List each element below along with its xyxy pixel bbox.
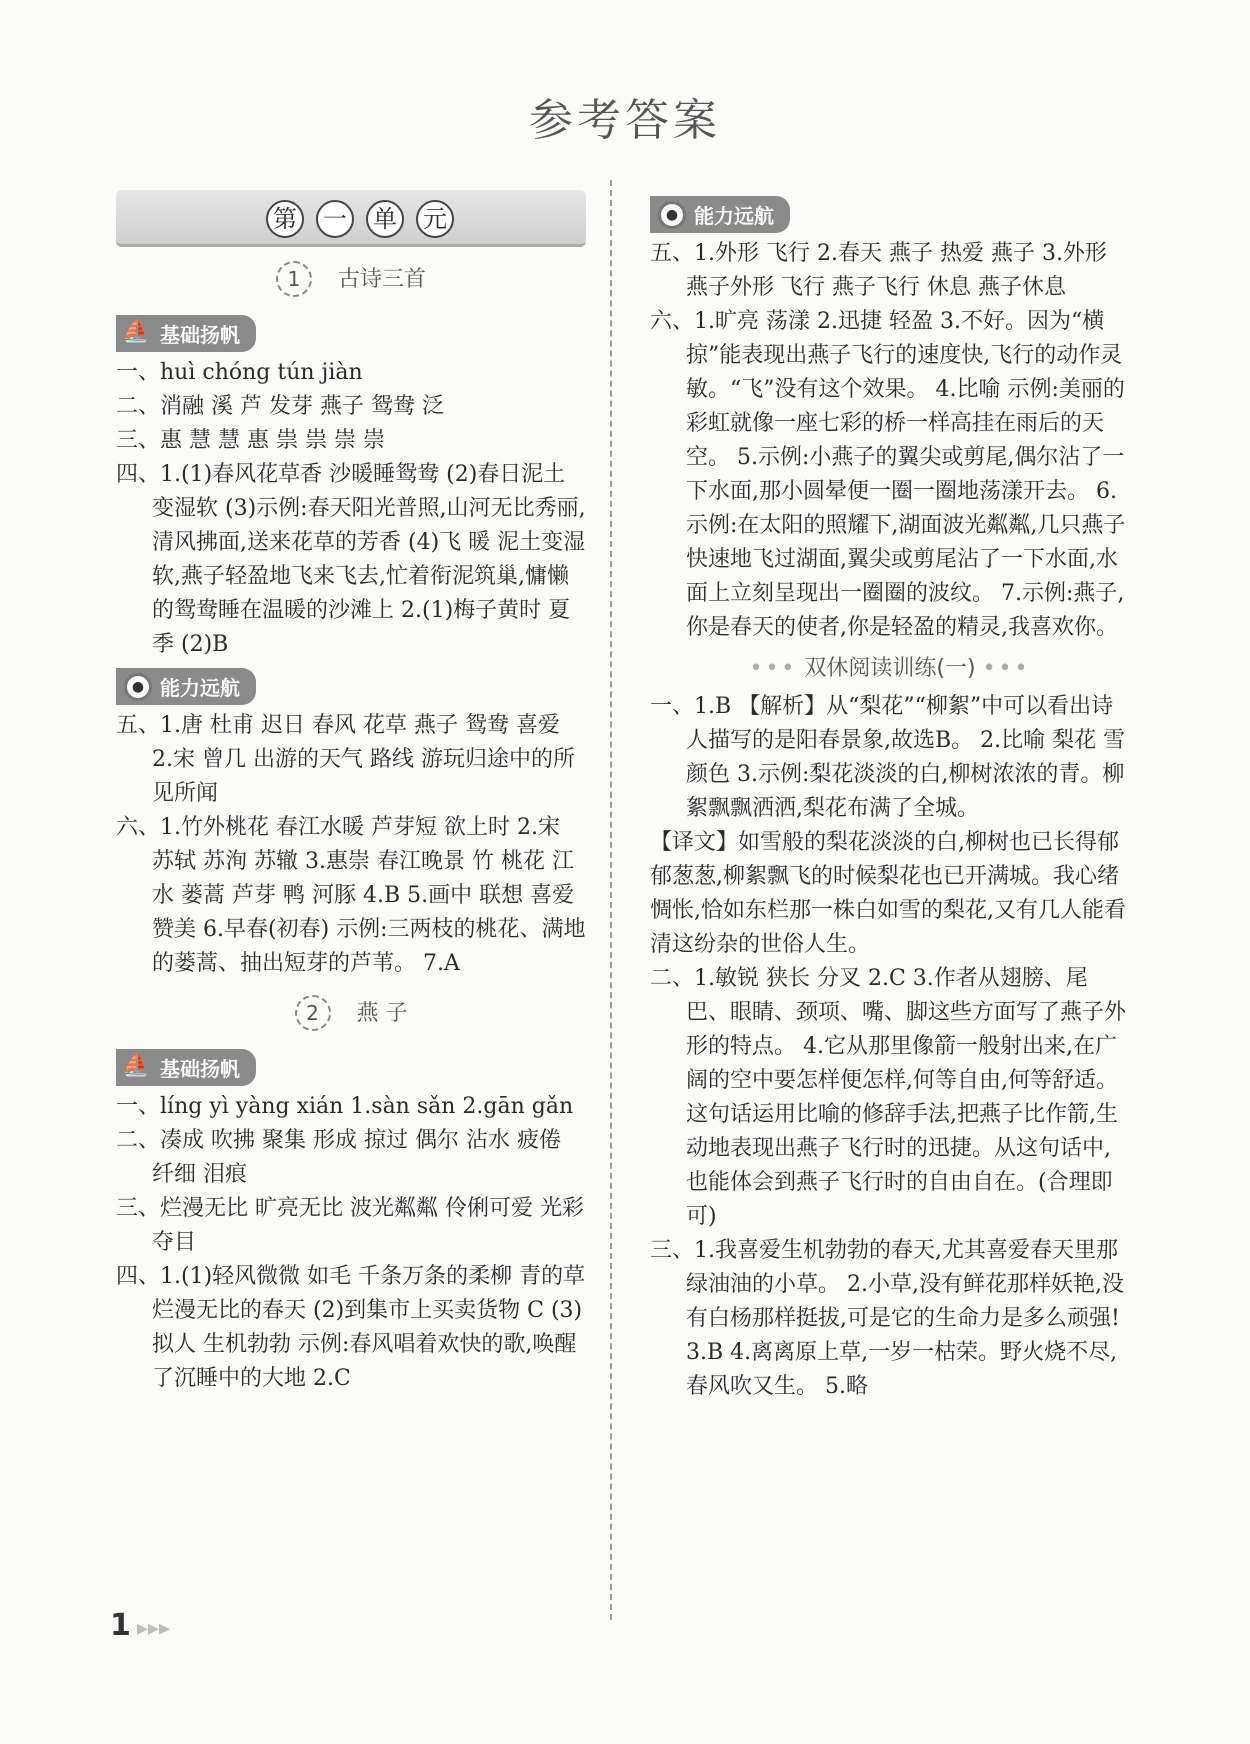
lesson-heading [116,261,586,297]
unit-banner [116,190,586,247]
answer-line: 四、1.(1)轻风微微 如毛 千条万条的柔柳 青的草 烂漫无比的春天 (2)到集市上买卖货物 C (3)拟人 生机勃勃 示例:春风唱着欢快的歌,唤醒了沉睡中的大地 2.C [116,1264,586,1391]
answer-line: 三、1.我喜爱生机勃勃的春天,尤其喜爱春天里那绿油油的小草。 2.小草,没有鲜花那样妖艳,没有白杨那样挺拔,可是它的生命力是多么顽强! 3.B 4.离离原上草,一岁一枯荣。野火烧不尽,春风吹又生。 5.略 [650,1238,1124,1399]
lesson-title: 古诗三首 [337,267,426,292]
tag-label: 能力远航 [694,204,774,228]
section-tag-basic [116,315,256,352]
answer-line: 六、1.竹外桃花 春江水暖 芦芽短 欲上时 2.宋 苏轼 苏洵 苏辙 3.惠崇 春江晚景 竹 桃花 江水 蒌蒿 芦芽 鸭 河豚 4.B 5.画中 联想 喜爱 赞美 6.早春(初春) 示例:三两枝的桃花、满地的蒌蒿、抽出短芽的芦苇。 7.A [116,815,586,976]
page-number [110,1608,170,1643]
unit-char: 单 [366,200,404,238]
unit-char: 一 [316,200,354,238]
reading-heading [650,651,1130,682]
lesson-title: 燕 子 [356,1001,408,1026]
sailboat-icon: ⛵ [122,1053,150,1078]
answer-line: 二、1.敏锐 狭长 分叉 2.C 3.作者从翅膀、尾巴、眼睛、颈项、嘴、脚这些方面写了燕子外形的特点。 4.它从那里像箭一般射出来,在广阔的空中要怎样便怎样,何等自由,何等舒适。 这句话运用比喻的修辞手法,把燕子比作箭,生动地表现出燕子飞行时的迅捷。从这句话中,也能体会到燕子飞行时的自由自在。(合理即可) [650,966,1127,1229]
dots-decor: ••• [749,656,798,681]
answer-line: 一、1.B 【解析】从“梨花”“柳絮”中可以看出诗人描写的是阳春景象,故选B。 2.比喻 梨花 雪 颜色 3.示例:梨花淡淡的白,柳树浓浓的青。柳絮飘飘洒洒,梨花布满了全城。 [650,694,1126,821]
tag-label: 基础扬帆 [160,323,240,347]
compass-icon: ● [658,201,686,229]
section-tag-ability [650,196,790,233]
answer-line: 五、1.唐 杜甫 迟日 春风 花草 燕子 鸳鸯 喜爱 2.宋 曾几 出游的天气 路线 游玩归途中的所见所闻 [116,713,575,806]
section-tag-basic [116,1049,256,1086]
page-title: 参考答案 [529,95,721,146]
translation-paragraph: 【译文】如雪般的梨花淡淡的白,柳树也已长得郁郁葱葱,柳絮飘飞的时候梨花也已开满城。我心绪惆怅,恰如东栏那一株白如雪的梨花,又有几人能看清这纷杂的世俗人生。 [650,830,1126,957]
answer-line: 五、1.外形 飞行 2.春天 燕子 热爱 燕子 3.外形 燕子外形 飞行 燕子飞行 休息 燕子休息 [650,241,1107,300]
answer-line: 二、凑成 吹拂 聚集 形成 掠过 偶尔 沾水 疲倦 纤细 泪痕 [116,1128,561,1187]
lesson-number: 1 [276,261,312,297]
answer-line: 三、烂漫无比 旷亮无比 波光粼粼 伶俐可爱 光彩夺目 [116,1196,584,1255]
answer-line: 三、惠 慧 慧 惠 祟 祟 崇 崇 [116,428,385,453]
unit-char: 元 [416,200,454,238]
sailboat-icon: ⛵ [122,319,150,344]
reading-title: 双休阅读训练(一) [804,656,976,681]
answer-line: 六、1.旷亮 荡漾 2.迅捷 轻盈 3.不好。因为“横掠”能表现出燕子飞行的速度快,飞行的动作灵敏。“飞”没有这个效果。 4.比喻 示例:美丽的彩虹就像一座七彩的桥一样高挂在雨后的天空。 5.示例:小燕子的翼尖或剪尾,偶尔沾了一下水面,那小圆晕便一圈一圈地荡漾开去。 6.示例:在太阳的照耀下,湖面波光粼粼,几只燕子快速地飞过湖面,翼尖或剪尾沾了一下水面,水面上立刻呈现出一圈圈的波纹。 7.示例:燕子,你是春天的使者,你是轻盈的精灵,我喜欢你。 [650,309,1126,640]
arrows-icon: ▸▸▸ [136,1616,171,1641]
right-column [650,190,1130,1404]
answer-line: 一、huì chóng tún jiàn [116,360,363,385]
dots-decor: ••• [982,656,1031,681]
answer-line: 四、1.(1)春风花草香 沙暖睡鸳鸯 (2)春日泥土变湿软 (3)示例:春天阳光普照,山河无比秀丽,清风拂面,送来花草的芳香 (4)飞 暖 泥土变湿软,燕子轻盈地飞来飞去,忙着衔泥筑巢,慵懒的鸳鸯睡在温暖的沙滩上 2.(1)梅子黄时 夏季 (2)B [116,462,586,657]
answer-line: 一、líng yì yàng xián 1.sàn sǎn 2.gān gǎn [116,1094,574,1119]
tag-label: 基础扬帆 [160,1057,240,1081]
unit-char: 第 [266,200,304,238]
column-divider [610,180,612,1620]
page-number-text: 1 [110,1608,131,1643]
lesson-number: 2 [295,995,331,1031]
lesson-heading [116,995,586,1031]
section-tag-ability [116,668,256,705]
tag-label: 能力远航 [160,676,240,700]
answer-line: 二、消融 溪 芦 发芽 燕子 鸳鸯 泛 [116,394,444,419]
left-column [116,190,586,1396]
compass-icon: ● [124,673,152,701]
